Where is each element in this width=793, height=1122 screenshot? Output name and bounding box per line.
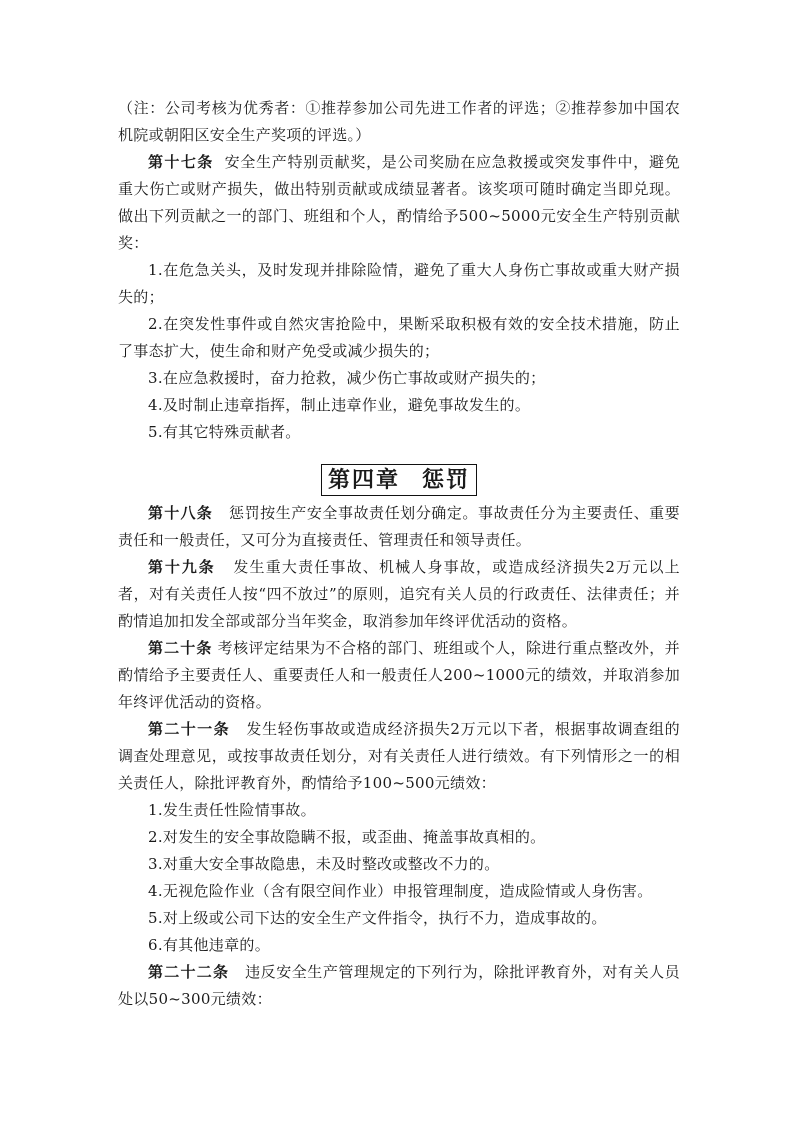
document-page (118, 95, 680, 1013)
chapter-title: 惩罚 (422, 467, 471, 493)
article-22-label: 第二十二条 (148, 963, 230, 981)
article-17-item-4: 4.及时制止违章指挥，制止违章作业，避免事故发生的。 (148, 396, 531, 414)
article-22 (118, 959, 680, 1013)
article-21-item-1: 1.发生责任性险情事故。 (148, 801, 316, 819)
article-19-text: 发生重大责任事故、机械人身事故，或造成经济损失2万元以上者，对有关责任人按“四不放过”的原则，追究有关人员的行政责任、法律责任；并酌情追加扣发全部或部分当年奖金，取消参加年终评优活动的资格。 (118, 558, 680, 630)
article-17-label: 第十七条 (148, 153, 214, 171)
article-21-item-5: 5.对上级或公司下达的安全生产文件指令，执行不力，造成事故的。 (148, 909, 607, 927)
article-18 (118, 500, 680, 554)
article-21-item-4: 4.无视危险作业（含有限空间作业）申报管理制度，造成险情或人身伤害。 (148, 882, 653, 900)
article-17-text: 安全生产特别贡献奖，是公司奖励在应急救援或突发事件中，避免重大伤亡或财产损失，做出特别贡献或成绩显著者。该奖项可随时确定当即兑现。做出下列贡献之一的部门、班组和个人，酌情给予500~5000元安全生产特别贡献奖： (118, 153, 680, 252)
article-21-label: 第二十一条 (148, 720, 230, 738)
article-17-item-3: 3.在应急救援时，奋力抢救，减少伤亡事故或财产损失的； (148, 369, 546, 387)
article-22-text: 违反安全生产管理规定的下列行为，除批评教育外，对有关人员处以50~300元绩效： (118, 963, 680, 1008)
article-20-text: 考核评定结果为不合格的部门、班组或个人，除进行重点整改外，并酌情给予主要责任人、重要责任人和一般责任人200~1000元的绩效，并取消参加年终评优活动的资格。 (118, 639, 680, 711)
article-21-text: 发生轻伤事故或造成经济损失2万元以下者，根据事故调查组的调查处理意见，或按事故责任划分，对有关责任人进行绩效。有下列情形之一的相关责任人，除批评教育外，酌情给予100~500元绩效： (118, 720, 680, 792)
chapter-heading-wrap (118, 464, 680, 498)
article-18-label: 第十八条 (148, 504, 214, 522)
article-17-item-1: 1.在危急关头，及时发现并排除险情，避免了重大人身伤亡事故或重大财产损失的； (118, 261, 680, 306)
chapter-number: 第四章 (327, 467, 400, 493)
article-20 (118, 635, 680, 716)
article-21 (118, 716, 680, 797)
article-21-item-2: 2.对发生的安全事故隐瞒不报，或歪曲、掩盖事故真相的。 (148, 828, 546, 846)
chapter-heading (321, 464, 477, 496)
article-21-item-6: 6.有其他违章的。 (148, 936, 271, 954)
article-20-label: 第二十条 (148, 639, 213, 657)
article-21-item-3: 3.对重大安全事故隐患，未及时整改或整改不力的。 (148, 855, 500, 873)
article-19 (118, 554, 680, 635)
article-18-text: 惩罚按生产安全事故责任划分确定。事故责任分为主要责任、重要责任和一般责任，又可分为直接责任、管理责任和领导责任。 (118, 504, 680, 549)
article-19-label: 第十九条 (148, 558, 216, 576)
reward-note: （注：公司考核为优秀者：①推荐参加公司先进工作者的评选；②推荐参加中国农机院或朝阳区安全生产奖项的评选。） (118, 99, 680, 144)
article-17 (118, 149, 680, 257)
article-17-item-2: 2.在突发性事件或自然灾害抢险中，果断采取积极有效的安全技术措施，防止了事态扩大，使生命和财产免受或减少损失的； (118, 315, 680, 360)
article-17-item-5: 5.有其它特殊贡献者。 (148, 423, 301, 441)
